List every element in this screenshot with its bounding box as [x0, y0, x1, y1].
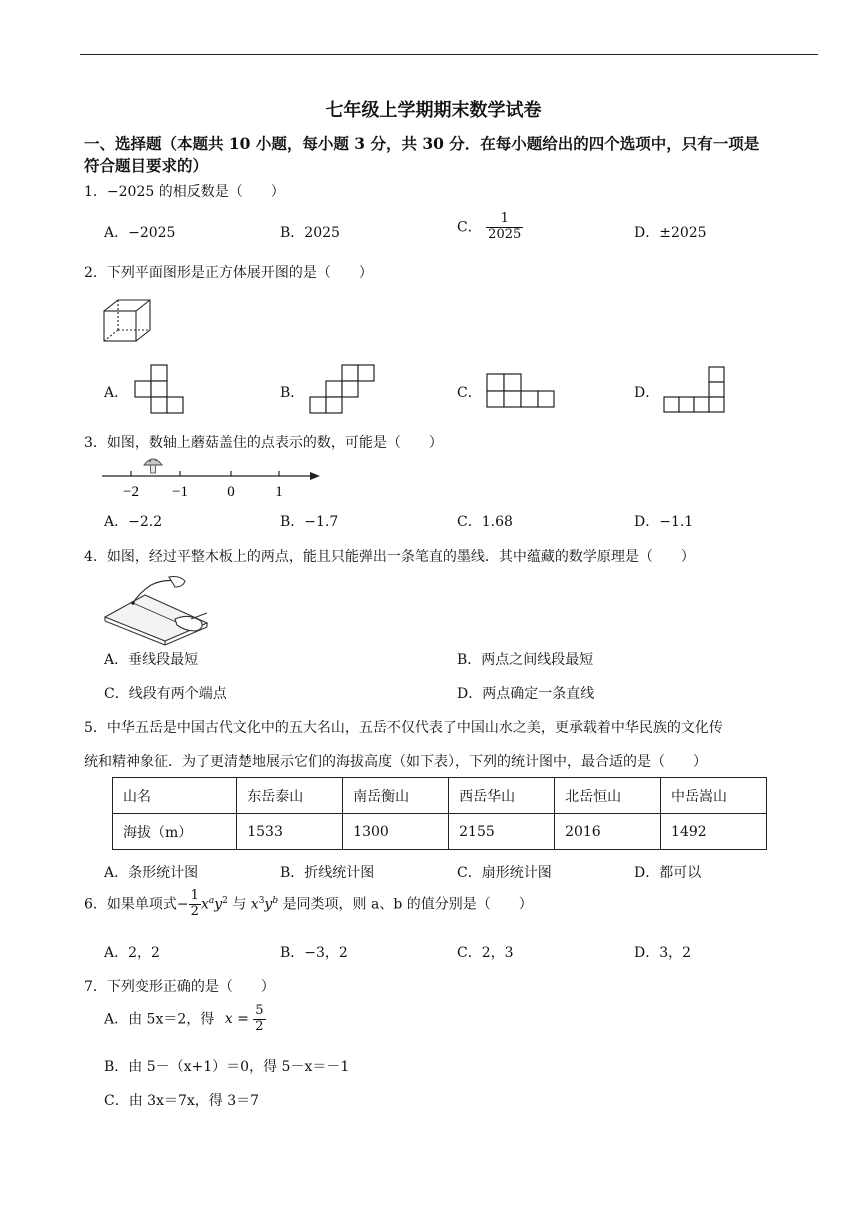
tick-label-neg2: −2: [123, 484, 139, 500]
table-cell: 南岳衡山: [343, 778, 449, 814]
number-line: [100, 456, 324, 500]
q5-option-a: A．条形统计图: [104, 865, 199, 881]
section-heading-line1: 一、选择题（本题共 10 小题，每小题 3 分，共 30 分．在每小题给出的四个选项中，只有一项是: [84, 134, 760, 153]
q1-c-denominator: 2025: [488, 226, 522, 242]
net-figure-b: [309, 364, 375, 414]
q1-c-numerator: 1: [500, 211, 509, 226]
q4-option-a: A．垂线段最短: [104, 652, 199, 668]
q5-option-c: C．扇形统计图: [457, 865, 552, 881]
table-cell: 北岳恒山: [555, 778, 661, 814]
table-cell: 1492: [661, 814, 767, 850]
q2-option-b: B．: [280, 385, 305, 401]
cube-figure: [103, 299, 153, 343]
q1-option-b: B．2025: [280, 225, 340, 241]
q6-var-x: x: [200, 896, 209, 913]
q7-option-a-text: A．由 5x＝2，得: [104, 1011, 215, 1028]
net-figure-a: [134, 364, 186, 414]
q6-exp-2: 2: [222, 895, 228, 906]
altitude-table: [112, 777, 767, 850]
header-rule: [80, 54, 818, 55]
q3-option-a: A．−2.2: [104, 514, 163, 530]
q6-var-y: y: [214, 896, 223, 913]
q3-option-d: D．−1.1: [634, 514, 694, 530]
q5-option-d: D．都可以: [634, 865, 702, 881]
q7-a-denominator: 2: [255, 1018, 264, 1034]
q6-minus: −: [176, 896, 189, 913]
table-cell: 中岳嵩山: [661, 778, 767, 814]
table-cell: 海拔（m）: [113, 814, 237, 850]
q6-exp-3: 3: [258, 895, 265, 906]
q1-option-a: A．−2025: [104, 225, 176, 241]
q2-option-c: C．: [457, 385, 482, 401]
table-cell: 2155: [449, 814, 555, 850]
q2-option-a: A．: [104, 385, 129, 401]
q7-stem: 7．下列变形正确的是（ ）: [84, 979, 275, 995]
table-cell: 西岳华山: [449, 778, 555, 814]
q6-exp-b: b: [272, 895, 279, 906]
q6-stem: [84, 889, 533, 920]
q4-stem: 4．如图，经过平整木板上的两点，能且只能弹出一条笔直的墨线．其中蕴藏的数学原理是（ ）: [84, 549, 695, 565]
q6-option-d: D．3，2: [634, 945, 692, 961]
q3-option-b: B．−1.7: [280, 514, 339, 530]
q6-option-a: A．2，2: [104, 945, 160, 961]
q4-option-b: B．两点之间线段最短: [457, 652, 594, 668]
net-figure-c: [486, 373, 556, 409]
q7-a-numerator: 5: [255, 1003, 264, 1018]
exam-title: 七年级上学期期末数学试卷: [325, 100, 542, 121]
q7-option-a-fraction: [253, 1004, 265, 1035]
q1-stem: 1．−2025 的相反数是（ ）: [84, 184, 285, 200]
q7-option-a: [104, 1004, 266, 1035]
q4-option-c: C．线段有两个端点: [104, 686, 227, 702]
q6-var-x2: x: [250, 896, 259, 913]
q6-and: 与: [232, 896, 247, 913]
table-cell: 山名: [113, 778, 237, 814]
q6-option-c: C．2，3: [457, 945, 514, 961]
q6-numerator: 1: [190, 888, 199, 903]
q7-option-a-lhs: x =: [224, 1011, 249, 1028]
q6-var-y2: y: [264, 896, 273, 913]
q6-prefix: 6．如果单项式: [84, 896, 177, 913]
q7-option-b: B．由 5－（x+1）＝0，得 5－x＝－1: [104, 1059, 350, 1075]
q4-option-d: D．两点确定一条直线: [457, 686, 595, 702]
q6-denominator: 2: [190, 903, 199, 919]
q6-option-b: B．−3，2: [280, 945, 348, 961]
q5-stem-line1: 5．中华五岳是中国古代文化中的五大名山，五岳不仅代表了中国山水之美，更承载着中华民族的文化传: [84, 720, 723, 736]
q6-suffix: 是同类项，则 a、b 的值分别是（ ）: [282, 896, 533, 913]
table-cell: 1300: [343, 814, 449, 850]
section-heading-line2: 符合题目要求的）: [84, 156, 209, 175]
q1-option-d: D．±2025: [634, 225, 707, 241]
q1-option-c-label: C．: [457, 219, 482, 236]
tick-label-neg1: −1: [172, 484, 188, 500]
net-figure-d: [663, 366, 725, 414]
q2-option-d: D．: [634, 385, 660, 401]
table-row: [113, 814, 767, 850]
q2-stem: 2．下列平面图形是正方体展开图的是（ ）: [84, 265, 373, 281]
q5-option-b: B．折线统计图: [280, 865, 375, 881]
table-cell: 东岳泰山: [237, 778, 343, 814]
table-cell: 1533: [237, 814, 343, 850]
number-line-arrow-icon: [310, 472, 320, 480]
q3-stem: 3．如图，数轴上蘑菇盖住的点表示的数，可能是（ ）: [84, 435, 443, 451]
q3-option-c: C．1.68: [457, 514, 513, 530]
tick-label-0: 0: [227, 484, 235, 500]
tick-label-1: 1: [275, 484, 283, 500]
table-header-row: [113, 778, 767, 814]
q6-exp-a: a: [208, 895, 215, 906]
q7-option-c: C．由 3x＝7x，得 3＝7: [104, 1093, 260, 1109]
q6-fraction: [189, 889, 201, 920]
board-figure: [103, 573, 213, 643]
q1-option-c: [457, 212, 523, 243]
table-cell: 2016: [555, 814, 661, 850]
q5-stem-line2: 统和精神象征．为了更清楚地展示它们的海拔高度（如下表），下列的统计图中，最合适的是（ ）: [84, 754, 707, 770]
mushroom-icon: [144, 459, 162, 473]
q1-option-c-fraction: [486, 212, 523, 243]
